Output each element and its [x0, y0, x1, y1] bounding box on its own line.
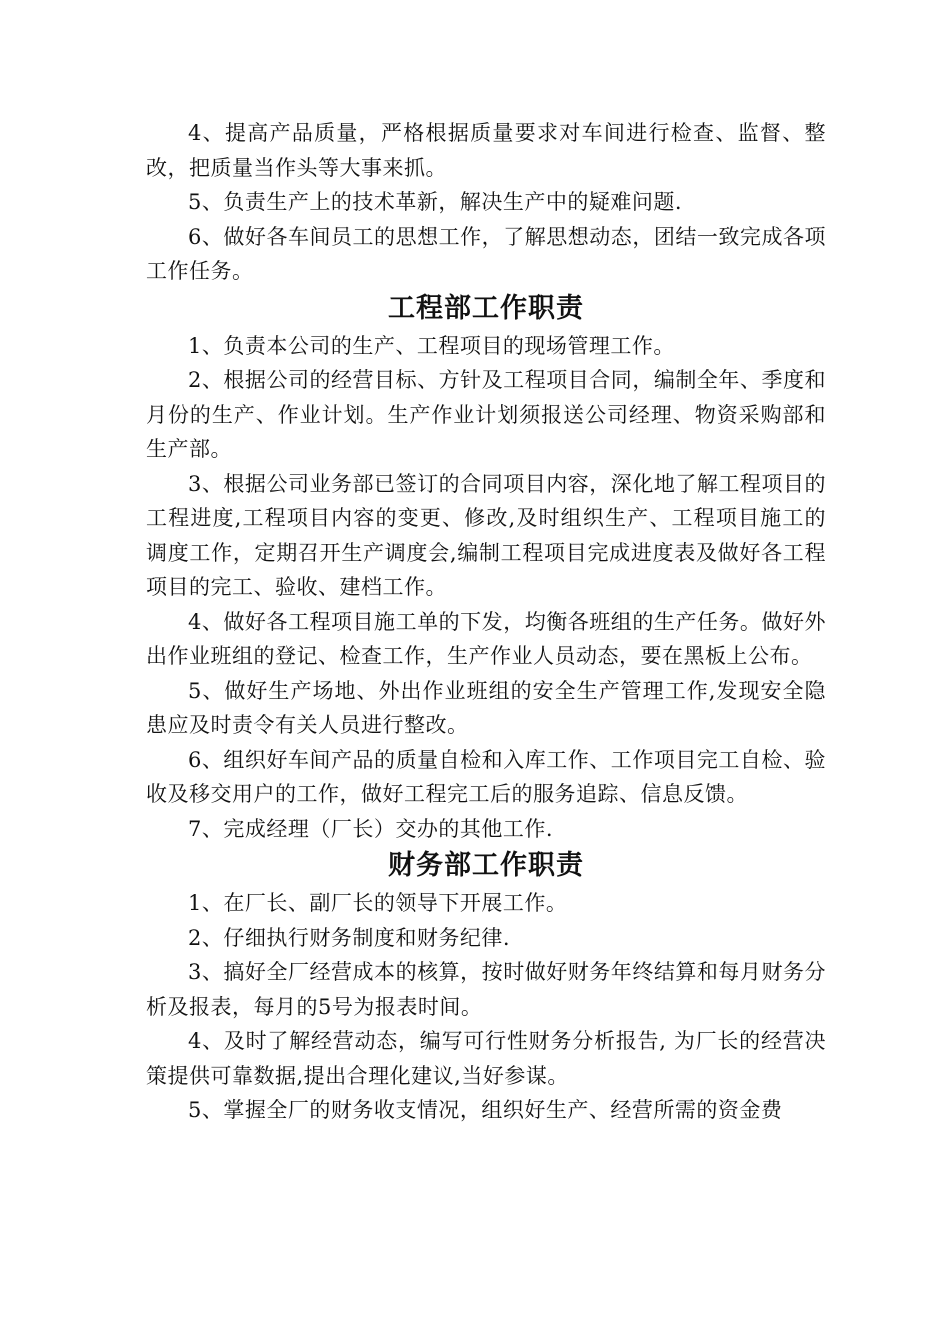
- finance-paragraph-4: 4、及时了解经营动态，编写可行性财务分析报告, 为厂长的经营决策提供可靠数据,提出合理化建议,当好参谋。: [146, 1029, 826, 1088]
- engineering-paragraph-4: 4、做好各工程项目施工单的下发，均衡各班组的生产任务。做好外出作业班组的登记、检查工作，生产作业人员动态，要在黑板上公布。: [146, 609, 826, 668]
- finance-paragraph-3: 3、搞好全厂经营成本的核算，按时做好财务年终结算和每月财务分析及报表，每月的5号为报表时间。: [146, 960, 826, 1019]
- intro-paragraph-4: 4、提高产品质量，严格根据质量要求对车间进行检查、监督、整改，把质量当作头等大事来抓。: [146, 121, 826, 180]
- engineering-paragraph-7: 7、完成经理（厂长）交办的其他工作.: [188, 816, 554, 841]
- intro-paragraph-5: 5、负责生产上的技术革新，解决生产中的疑难问题.: [188, 190, 683, 214]
- finance-paragraph-5: 5、掌握全厂的财务收支情况，组织好生产、经营所需的资金费: [188, 1098, 783, 1122]
- finance-section-title: 财务部工作职责: [388, 850, 584, 881]
- engineering-section-title: 工程部工作职责: [388, 292, 584, 324]
- intro-paragraph-6: 6、做好各车间员工的思想工作，了解思想动态，团结一致完成各项工作任务。: [146, 224, 826, 283]
- finance-paragraph-1: 1、在厂长、副厂长的领导下开展工作。: [188, 891, 568, 915]
- engineering-paragraph-2: 2、根据公司的经营目标、方针及工程项目合同，编制全年、季度和月份的生产、作业计划。生产作业计划须报送公司经理、物资采购部和生产部。: [146, 368, 826, 461]
- engineering-paragraph-1: 1、负责本公司的生产、工程项目的现场管理工作。: [188, 333, 675, 358]
- engineering-paragraph-6: 6、组织好车间产品的质量自检和入库工作、工作项目完工自检、验收及移交用户的工作，做好工程完工后的服务追踪、信息反馈。: [146, 747, 826, 806]
- document-page: [146, 116, 826, 1128]
- engineering-paragraph-5: 5、做好生产场地、外出作业班组的安全生产管理工作,发现安全隐患应及时责令有关人员进行整改。: [146, 678, 826, 737]
- finance-paragraph-2: 2、仔细执行财务制度和财务纪律.: [188, 925, 511, 950]
- engineering-paragraph-3: 3、根据公司业务部已签订的合同项目内容，深化地了解工程项目的工程进度,工程项目内容的变更、修改,及时组织生产、工程项目施工的调度工作，定期召开生产调度会,编制工程项目完成进度表及做好各工程项目的完工、验收、建档工作。: [146, 471, 826, 599]
